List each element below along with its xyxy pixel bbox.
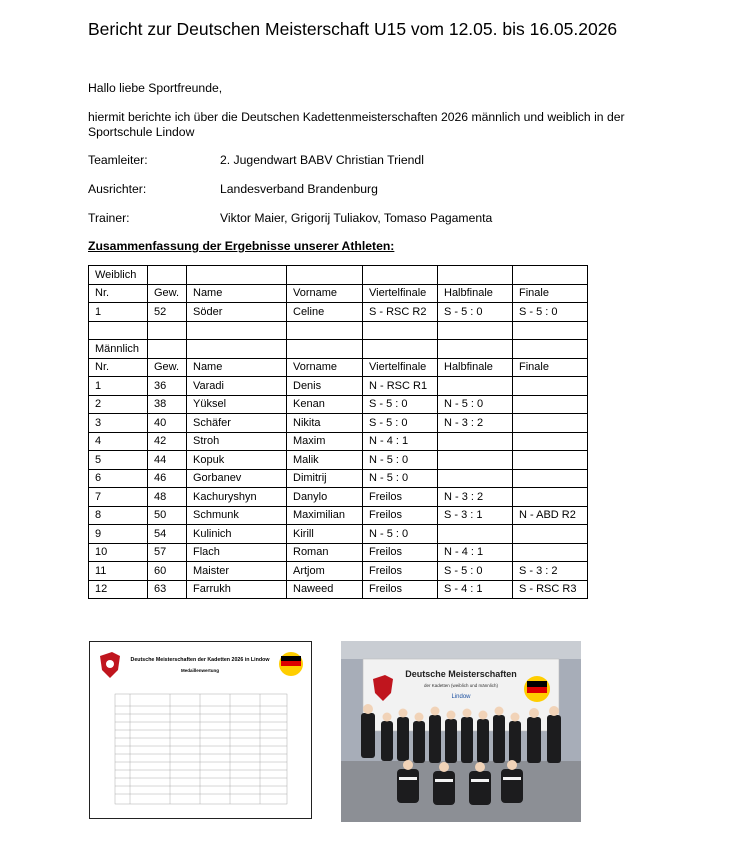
table-cell [513,340,588,359]
table-row [89,488,588,507]
table-row [89,266,588,285]
table-cell: Vorname [287,284,363,303]
table-cell [513,432,588,451]
table-cell: Gew. [148,358,187,377]
table-cell: Männlich [89,340,148,359]
table-cell: Maxim [287,432,363,451]
table-cell: Söder [187,303,287,322]
table-cell: 63 [148,580,187,599]
table-cell [187,266,287,285]
table-cell: S - 5 : 0 [363,395,438,414]
table-cell: S - 4 : 1 [438,580,513,599]
table-cell: S - 5 : 0 [513,303,588,322]
table-cell [148,321,187,340]
intro-text: hiermit berichte ich über die Deutschen Kadettenmeisterschaften 2026 männlich und weiblich in der Sportschule Lindow [88,110,625,139]
table-cell: Nikita [287,414,363,433]
table-row [89,469,588,488]
banner-subtitle: der Kadetten (weiblich und männlich) [423,683,499,688]
table-cell: S - 5 : 0 [438,303,513,322]
table-cell: Finale [513,358,588,377]
german-flag-logo-icon [279,652,303,676]
table-cell: S - 5 : 0 [363,414,438,433]
table-cell [513,469,588,488]
table-cell [363,266,438,285]
table-cell: 10 [89,543,148,562]
page-title: Bericht zur Deutschen Meisterschaft U15 vom 12.05. bis 16.05.2026 [88,19,618,39]
table-cell: N - 5 : 0 [363,525,438,544]
teamleiter-value: 2. Jugendwart BABV Christian Triendl [220,153,424,167]
table-cell: N - 4 : 1 [438,543,513,562]
table-cell: 6 [89,469,148,488]
table-cell [287,340,363,359]
table-cell: 8 [89,506,148,525]
table-cell: 7 [89,488,148,507]
table-cell [187,340,287,359]
table-cell: 46 [148,469,187,488]
table-cell: Celine [287,303,363,322]
table-cell: N - ABD R2 [513,506,588,525]
table-cell: 4 [89,432,148,451]
table-cell: 50 [148,506,187,525]
table-row [89,562,588,581]
table-cell: 2 [89,395,148,414]
table-cell: S - RSC R3 [513,580,588,599]
table-cell [513,321,588,340]
table-cell: S - RSC R2 [363,303,438,322]
summary-heading: Zusammenfassung der Ergebnisse unserer Athleten: [88,239,395,253]
table-row [89,432,588,451]
table-cell: Roman [287,543,363,562]
table-cell [438,525,513,544]
table-row [89,543,588,562]
results-table [88,265,588,599]
table-cell [287,266,363,285]
table-row [89,580,588,599]
table-cell [363,340,438,359]
table-cell: Freilos [363,488,438,507]
table-cell: Denis [287,377,363,396]
table-cell: Gew. [148,284,187,303]
table-cell: Flach [187,543,287,562]
table-cell [438,432,513,451]
table-row [89,395,588,414]
table-cell [438,266,513,285]
table-cell: 9 [89,525,148,544]
table-cell: 11 [89,562,148,581]
table-cell: Freilos [363,543,438,562]
table-cell: 40 [148,414,187,433]
table-cell [438,451,513,470]
table-cell: 42 [148,432,187,451]
table-cell: Stroh [187,432,287,451]
table-cell: 44 [148,451,187,470]
table-cell: Artjom [287,562,363,581]
table-cell: 1 [89,377,148,396]
table-cell: Name [187,358,287,377]
table-row [89,321,588,340]
table-cell: Varadi [187,377,287,396]
table-cell: N - 5 : 0 [438,395,513,414]
table-cell: Kenan [287,395,363,414]
table-cell [513,377,588,396]
table-cell: Farrukh [187,580,287,599]
table-cell: 38 [148,395,187,414]
table-cell [513,414,588,433]
table-cell: Freilos [363,506,438,525]
table-cell: N - 4 : 1 [363,432,438,451]
medal-image-title: Deutsche Meisterschaften der Kadetten 2026 in Lindow [130,657,270,663]
table-cell: 54 [148,525,187,544]
table-cell: Viertelfinale [363,358,438,377]
table-cell [513,266,588,285]
table-cell: Freilos [363,562,438,581]
table-cell: 60 [148,562,187,581]
table-cell: 1 [89,303,148,322]
table-cell: Name [187,284,287,303]
trainer-value: Viktor Maier, Grigorij Tuliakov, Tomaso Pagamenta [220,211,493,225]
table-cell: 48 [148,488,187,507]
table-cell: Freilos [363,580,438,599]
table-cell [148,266,187,285]
table-cell: Halbfinale [438,358,513,377]
table-cell: N - 3 : 2 [438,414,513,433]
team-photo [341,641,581,822]
table-cell: Nr. [89,358,148,377]
table-cell: Yüksel [187,395,287,414]
table-cell: Maister [187,562,287,581]
ausrichter-value: Landesverband Brandenburg [220,182,378,196]
table-cell: Nr. [89,284,148,303]
table-cell: N - 3 : 2 [438,488,513,507]
table-cell [363,321,438,340]
table-cell [438,321,513,340]
table-row [89,525,588,544]
table-cell [148,340,187,359]
table-cell: Kulinich [187,525,287,544]
table-row [89,358,588,377]
table-cell: Halbfinale [438,284,513,303]
table-cell: N - 5 : 0 [363,451,438,470]
table-cell: Finale [513,284,588,303]
table-cell: Kachuryshyn [187,488,287,507]
table-cell [513,451,588,470]
table-cell: 5 [89,451,148,470]
table-cell: Dimitrij [287,469,363,488]
table-cell: S - 5 : 0 [438,562,513,581]
table-cell: S - 3 : 2 [513,562,588,581]
table-row [89,414,588,433]
table-cell: Maximilian [287,506,363,525]
table-cell: Weiblich [89,266,148,285]
table-cell [438,377,513,396]
table-cell [513,488,588,507]
table-row [89,451,588,470]
table-row [89,284,588,303]
greeting: Hallo liebe Sportfreunde, [88,81,223,95]
teamleiter-label: Teamleiter: [88,153,148,167]
table-row [89,377,588,396]
table-cell: Schäfer [187,414,287,433]
table-row [89,303,588,322]
table-cell: Schmunk [187,506,287,525]
table-row [89,340,588,359]
table-cell: 3 [89,414,148,433]
banner-logo: Lindow [451,694,471,700]
table-cell [438,340,513,359]
ausrichter-label: Ausrichter: [88,182,147,196]
table-cell [513,395,588,414]
table-cell [287,321,363,340]
table-row [89,506,588,525]
table-cell: Danylo [287,488,363,507]
table-cell: Kopuk [187,451,287,470]
table-cell [89,321,148,340]
table-cell [438,469,513,488]
dboxv-logo-icon [524,676,550,702]
medal-table-image [89,641,312,819]
table-cell [187,321,287,340]
table-cell: N - 5 : 0 [363,469,438,488]
table-cell: Malik [287,451,363,470]
table-cell: 36 [148,377,187,396]
table-cell: Viertelfinale [363,284,438,303]
table-cell: Gorbanev [187,469,287,488]
table-cell: Naweed [287,580,363,599]
table-cell [513,525,588,544]
table-cell: 52 [148,303,187,322]
medal-image-subtitle: Medaillenwertung [180,668,220,673]
table-cell: Kirill [287,525,363,544]
table-cell: Vorname [287,358,363,377]
table-cell: 57 [148,543,187,562]
banner-title: Deutsche Meisterschaften [405,669,517,679]
table-cell: 12 [89,580,148,599]
table-cell [513,543,588,562]
table-cell: S - 3 : 1 [438,506,513,525]
table-cell: N - RSC R1 [363,377,438,396]
trainer-label: Trainer: [88,211,130,225]
